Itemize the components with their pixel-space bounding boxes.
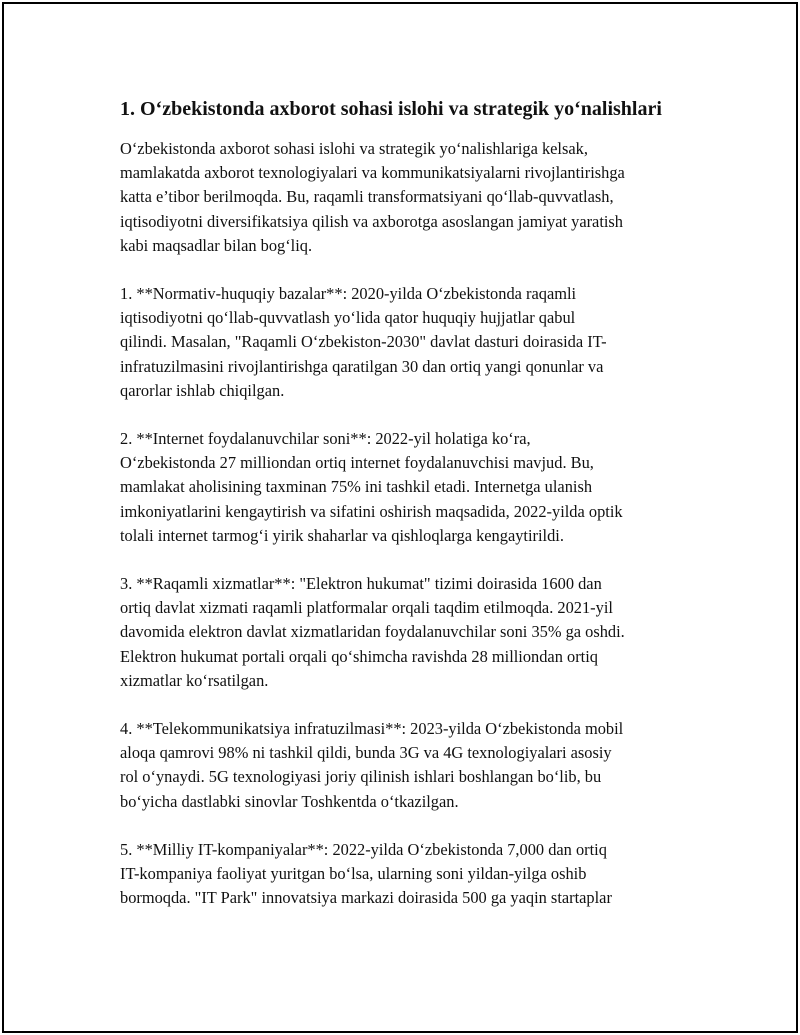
paragraph-internet-users: 2. **Internet foydalanuvchilar soni**: 2022-yil holatiga ko‘ra, O‘zbekistonda 27 milliondan ortiq internet foydalanuvchisi mavjud. Bu, mamlakat aholisining taxminan 75% ini tashkil etadi. Internetga ulanish imkoniyatlarini kengaytirish va sifatini oshirish maqsadida, 2022-yilda optik tolali internet tarmog‘i yirik shaharlar va qishloqlarga kengaytirildi. — [120, 429, 623, 545]
paragraph-normative-legal: 1. **Normativ-huquqiy bazalar**: 2020-yilda O‘zbekistonda raqamli iqtisodiyotni qo‘llab-quvvatlash yo‘lida qator huquqiy hujjatlar qabul qilindi. Masalan, "Raqamli O‘zbekiston-2030" davlat dasturi doirasida IT- infratuzilmasini rivojlantirishga qaratilgan 30 dan ortiq yangi qonunlar va qarorlar ishlab chiqilgan. — [120, 284, 607, 400]
intro-paragraph: O‘zbekistonda axborot sohasi islohi va strategik yo‘nalishlariga kelsak, mamlakatda axborot texnologiyalari va kommunikatsiyalarni rivojlantirishga katta e’tibor berilmoqda. Bu, raqamli transformatsiyani qo‘llab-quvvatlash, iqtisodiyotni diversifikatsiya qilish va axborotga asoslangan jamiyat yaratish kabi maqsadlar bilan bog‘liq. — [120, 139, 625, 255]
document-body — [120, 96, 700, 934]
page-frame — [2, 2, 798, 1033]
paragraph-national-it-companies: 5. **Milliy IT-kompaniyalar**: 2022-yilda O‘zbekistonda 7,000 dan ortiq IT-kompaniya faoliyat yuritgan bo‘lsa, ularning soni yildan-yilga oshib bormoqda. "IT Park" innovatsiya markazi doirasida 500 ga yaqin startaplar — [120, 839, 612, 908]
section-title: 1. O‘zbekistonda axborot sohasi islohi va strategik yo‘nalishlari — [120, 98, 662, 120]
paragraph-digital-services: 3. **Raqamli xizmatlar**: "Elektron hukumat" tizimi doirasida 1600 dan ortiq davlat xizmati raqamli platformalar orqali taqdim etilmoqda. 2021-yil davomida elektron davlat xizmatlaridan foydalanuvchilar soni 35% ga oshdi. Elektron hukumat portali orqali qo‘shimcha ravishda 28 milliondan ortiq xizmatlar ko‘rsatilgan. — [120, 574, 625, 690]
paragraph-telecom-infrastructure: 4. **Telekommunikatsiya infratuzilmasi**: 2023-yilda O‘zbekistonda mobil aloqa qamrovi 98% ni tashkil qildi, bunda 3G va 4G texnologiyalari asosiy rol o‘ynaydi. 5G texnologiyasi joriy qilinish ishlari boshlangan bo‘lib, bu bo‘yicha dastlabki sinovlar Toshkentda o‘tkazilgan. — [120, 719, 624, 811]
